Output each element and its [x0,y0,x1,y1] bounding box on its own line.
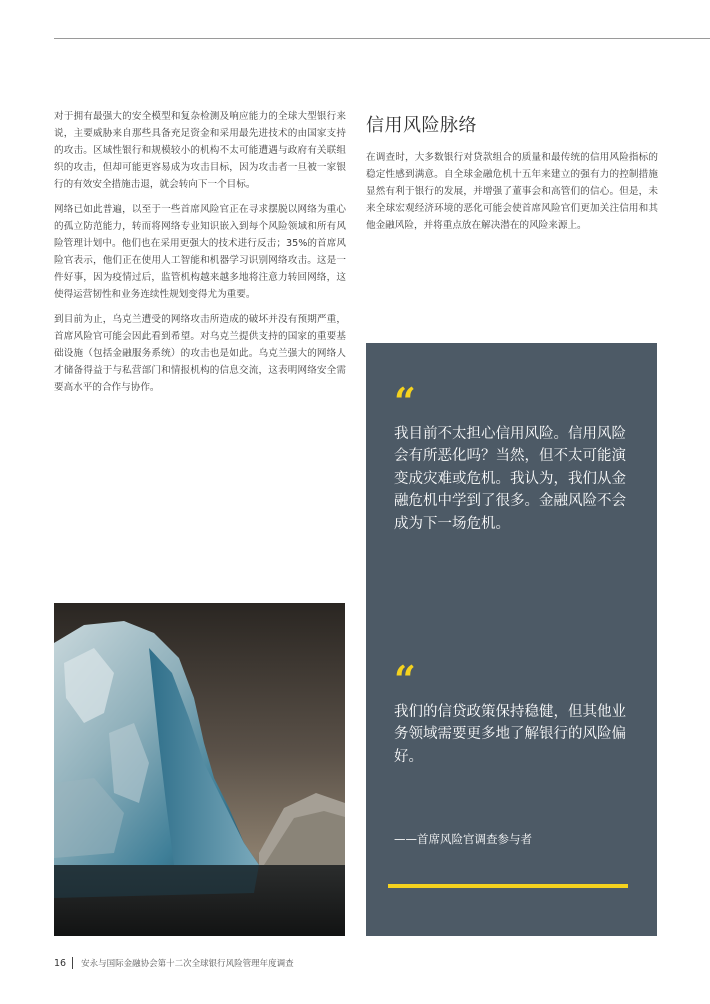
quote-panel [366,343,657,936]
body-paragraph-3: 到目前为止，乌克兰遭受的网络攻击所造成的破坏并没有预期严重，首席风险官可能会因此看到希望。对乌克兰提供支持的国家的重要基础设施（包括金融服务系统）的攻击也是如此。乌克兰强大的网络人才储备得益于与私营部门和情报机构的信息交流，这表明网络安全需要高水平的合作与协作。 [54,314,346,393]
quote-mark-icon: “ [394,379,416,424]
page-number: 16 [54,957,67,969]
header-rule [54,38,710,39]
body-paragraph-1: 对于拥有最强大的安全模型和复杂检测及响应能力的全球大型银行来说，主要威胁来自那些具备充足资金和采用最先进技术的由国家支持的攻击。区域性银行和规模较小的机构不太可能遭遇与政府有关联组织的攻击，但却可能更容易成为攻击目标，因为攻击者一旦被一家银行的有效安全措施击退，就会转向下一个目标。 [54,111,346,190]
quote-1: 我目前不太担心信用风险。信用风险会有所恶化吗？当然，但不太可能演变成灾难或危机。我认为，我们从金融危机中学到了很多。金融风险不会成为下一场危机。 [394,426,626,532]
iceberg-photo [54,603,345,936]
body-paragraph-2: 网络已如此普遍，以至于一些首席风险官正在寻求摆脱以网络为重心的孤立防范能力，转而将网络专业知识嵌入到每个风险领域和所有风险管理计划中。他们也在采用更强大的技术进行反击；35%的首席风险官表示，他们正在使用人工智能和机器学习识别网络攻击。这是一件好事，因为疫情过后，监管机构越来越多地将注意力转回网络，这使得运营韧性和业务连续性规划变得尤为重要。 [54,204,346,300]
section-paragraph: 在调查时，大多数银行对贷款组合的质量和最传统的信用风险指标的稳定性感到满意。自全球金融危机十五年来建立的强有力的控制措施显然有利于银行的发展，并增强了董事会和高管们的信心。但是，未来全球宏观经济环境的恶化可能会使首席风险官们更加关注信用和其他金融风险，并将重点放在解决潜在的风险来源上。 [366,152,658,231]
section-title: 信用风险脉络 [366,115,477,136]
page-footer [54,957,294,969]
right-column [366,114,658,234]
accent-bar [388,884,628,888]
left-column [54,108,346,404]
quote-2: 我们的信贷政策保持稳健，但其他业务领域需要更多地了解银行的风险偏好。 [394,704,626,765]
quote-attribution: ——首席风险官调查参与者 [394,832,532,846]
publication-title: 安永与国际金融协会第十二次全球银行风险管理年度调查 [81,959,294,969]
quote-mark-icon: “ [394,657,416,702]
footer-divider [72,957,73,969]
